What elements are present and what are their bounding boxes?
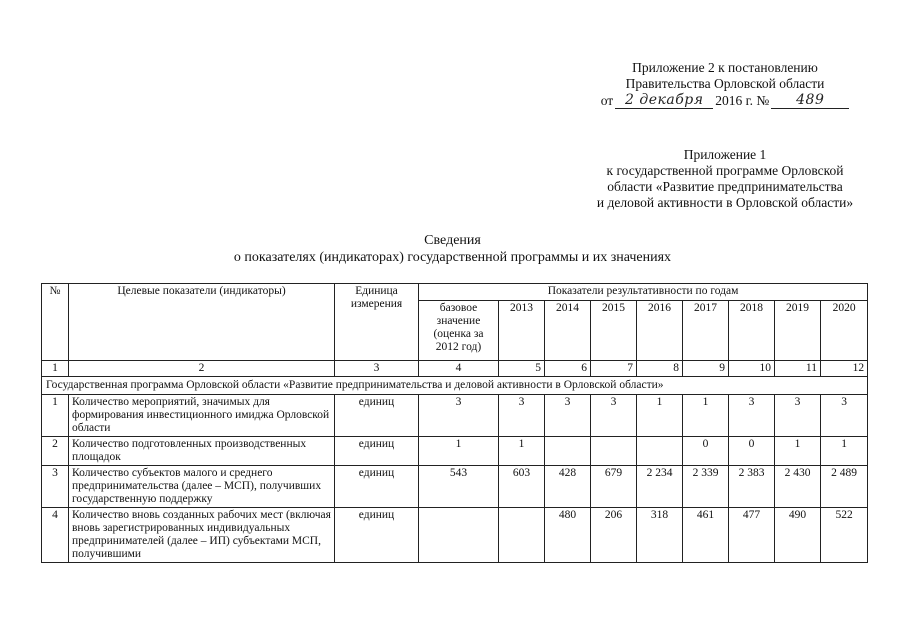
row-value: 1	[683, 395, 729, 437]
row-value: 2 489	[821, 466, 868, 508]
row-value	[499, 508, 545, 563]
row-indicator: Количество мероприятий, значимых для формирования инвестиционного имиджа Орловской области	[69, 395, 335, 437]
row-value: 318	[637, 508, 683, 563]
header-year: 2013	[499, 301, 545, 361]
header-year: 2015	[591, 301, 637, 361]
row-value	[591, 437, 637, 466]
table-row	[42, 437, 868, 466]
document-subtitle: о показателях (индикаторах) государственной программы и их значениях	[233, 250, 672, 265]
header-year: 2019	[775, 301, 821, 361]
handwritten-date: 2 декабря	[615, 92, 713, 109]
header-indicator: Целевые показатели (индикаторы)	[69, 284, 335, 361]
row-value	[419, 508, 499, 563]
header-num: №	[42, 284, 69, 361]
header-results: Показатели результативности по годам	[419, 284, 868, 301]
row-value: 1	[499, 437, 545, 466]
decree-date-line	[585, 92, 865, 109]
row-value: 1	[821, 437, 868, 466]
row-value: 679	[591, 466, 637, 508]
attachment-1-line-4: и деловой активности в Орловской области»	[596, 195, 854, 210]
column-number: 12	[821, 361, 868, 377]
row-indicator: Количество вновь созданных рабочих мест (включая вновь зарегистрированных индивидуальных предпринимателей (далее – ИП) субъектами МСП, получившими	[69, 508, 335, 563]
row-number: 3	[42, 466, 69, 508]
row-value: 461	[683, 508, 729, 563]
column-number: 9	[683, 361, 729, 377]
indicators-table	[41, 283, 868, 563]
column-number: 2	[69, 361, 335, 377]
attachment-1-line-1: Приложение 1	[683, 147, 767, 162]
column-number: 1	[42, 361, 69, 377]
row-value: 0	[729, 437, 775, 466]
header-unit: Единица измерения	[335, 284, 419, 361]
table-row	[42, 508, 868, 563]
from-prefix: от	[600, 93, 614, 108]
attachment-2-header	[585, 60, 865, 109]
row-value: 490	[775, 508, 821, 563]
table-row	[42, 395, 868, 437]
attachment-1-line-2: к государственной программе Орловской	[606, 163, 844, 178]
row-value	[637, 437, 683, 466]
row-value: 206	[591, 508, 637, 563]
row-value: 1	[419, 437, 499, 466]
row-value: 603	[499, 466, 545, 508]
header-row-1	[42, 284, 868, 301]
header-year: 2018	[729, 301, 775, 361]
header-year: 2016	[637, 301, 683, 361]
header-year: 2020	[821, 301, 868, 361]
row-value: 3	[419, 395, 499, 437]
row-unit: единиц	[335, 466, 419, 508]
program-title: Государственная программа Орловской области «Развитие предпринимательства и деловой активности в Орловской области»	[42, 377, 868, 395]
column-number: 6	[545, 361, 591, 377]
attachment-2-line-2: Правительства Орловской области	[625, 76, 825, 91]
row-value: 2 383	[729, 466, 775, 508]
row-unit: единиц	[335, 395, 419, 437]
attachment-1-line-3: области «Развитие предпринимательства	[607, 179, 843, 194]
table-row	[42, 466, 868, 508]
row-number: 1	[42, 395, 69, 437]
column-number: 8	[637, 361, 683, 377]
row-value: 2 339	[683, 466, 729, 508]
column-number: 10	[729, 361, 775, 377]
row-value: 3	[591, 395, 637, 437]
header-base-value: базовое значение (оценка за 2012 год)	[419, 301, 499, 361]
row-value: 480	[545, 508, 591, 563]
row-unit: единиц	[335, 508, 419, 563]
attachment-1-header	[575, 147, 875, 211]
document-title: Сведения	[424, 233, 481, 248]
row-value: 1	[637, 395, 683, 437]
attachment-2-line-1: Приложение 2 к постановлению	[632, 60, 818, 75]
row-value: 0	[683, 437, 729, 466]
row-value: 3	[775, 395, 821, 437]
row-value: 3	[545, 395, 591, 437]
header-year: 2014	[545, 301, 591, 361]
row-indicator: Количество подготовленных производственных площадок	[69, 437, 335, 466]
program-row	[42, 377, 868, 395]
row-value	[545, 437, 591, 466]
row-value: 477	[729, 508, 775, 563]
row-value: 543	[419, 466, 499, 508]
handwritten-decree-number: 489	[771, 92, 849, 109]
row-value: 3	[821, 395, 868, 437]
row-value: 1	[775, 437, 821, 466]
row-indicator: Количество субъектов малого и среднего предпринимательства (далее – МСП), получивших государственную поддержку	[69, 466, 335, 508]
column-number: 7	[591, 361, 637, 377]
row-value: 522	[821, 508, 868, 563]
row-value: 3	[729, 395, 775, 437]
year-number-label: 2016 г. №	[715, 93, 770, 108]
row-number: 2	[42, 437, 69, 466]
row-value: 2 234	[637, 466, 683, 508]
row-number: 4	[42, 508, 69, 563]
row-value: 428	[545, 466, 591, 508]
column-number: 5	[499, 361, 545, 377]
column-number-row	[42, 361, 868, 377]
row-value: 2 430	[775, 466, 821, 508]
header-year: 2017	[683, 301, 729, 361]
column-number: 3	[335, 361, 419, 377]
column-number: 4	[419, 361, 499, 377]
row-unit: единиц	[335, 437, 419, 466]
column-number: 11	[775, 361, 821, 377]
row-value: 3	[499, 395, 545, 437]
